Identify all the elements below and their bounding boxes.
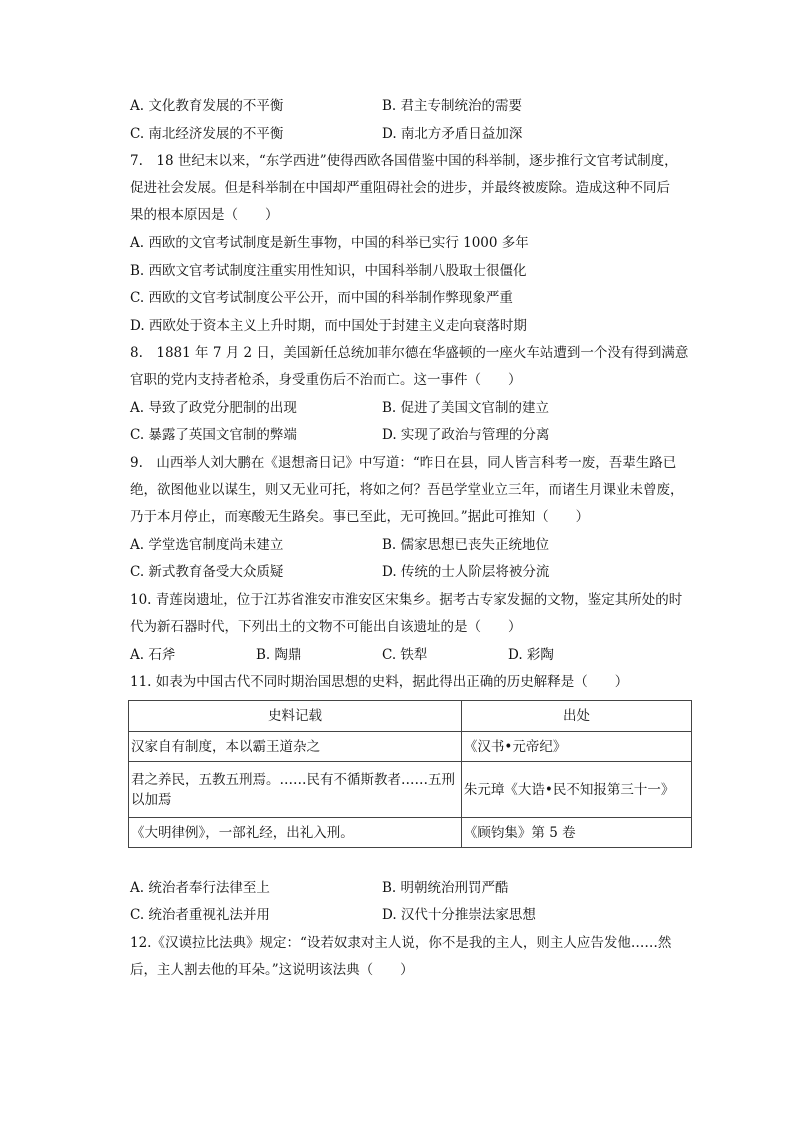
q10-option-c: C. 铁犁	[382, 647, 428, 663]
q10-option-a: A. 石斧	[130, 647, 176, 663]
q9-option-a: A. 学堂选官制度尚未建立	[130, 537, 284, 553]
table-row	[129, 732, 692, 762]
q6-option-a: A. 文化教育发展的不平衡	[130, 98, 284, 114]
table-row	[129, 762, 692, 818]
table-cell-source: 《汉书•元帝纪》	[461, 732, 691, 762]
table-row	[129, 818, 692, 848]
q9-stem-line-3: 乃于本月停止，而寒酸无生路矣。事已至此，无可挽回。”据此可推知（ ）	[130, 509, 590, 525]
q11-source-table	[128, 700, 692, 848]
q10-option-b: B. 陶鼎	[256, 647, 302, 663]
table-header-record: 史料记载	[129, 701, 462, 732]
table-cell-record: 君之养民，五教五刑焉。……民有不循斯教者……五刑以加焉	[129, 762, 462, 818]
q12-stem-line-2: 后，主人割去他的耳朵。”这说明该法典（ ）	[130, 962, 414, 978]
q10-stem-line-2: 代为新石器时代，下列出土的文物不可能出自该遗址的是（ ）	[130, 619, 522, 635]
q11-option-b: B. 明朝统治刑罚严酷	[382, 880, 509, 896]
q7-stem-line-1: 7. 18 世纪末以来，“东学西进”使得西欧各国借鉴中国的科举制，逐步推行文官考试制度，	[130, 153, 678, 169]
q11-option-a: A. 统治者奉行法律至上	[130, 880, 270, 896]
q8-option-d: D. 实现了政治与管理的分离	[382, 427, 550, 443]
q6-option-b: B. 君主专制统治的需要	[382, 98, 523, 114]
q8-option-c: C. 暴露了英国文官制的弊端	[130, 427, 297, 443]
q7-stem-line-2: 促进社会发展。但是科举制在中国却严重阻碍社会的进步，并最终被废除。造成这种不同后	[130, 180, 670, 196]
table-cell-source: 朱元璋《大诰•民不知报第三十一》	[461, 762, 691, 818]
table-header-row	[129, 701, 692, 732]
q8-stem-line-2: 官职的党内支持者枪杀，身受重伤后不治而亡。这一事件（ ）	[130, 372, 522, 388]
q7-stem-line-3: 果的根本原因是（ ）	[130, 207, 279, 223]
q12-stem-line-1: 12.《汉谟拉比法典》规定：“设若奴隶对主人说，你不是我的主人，则主人应告发他……然	[130, 935, 672, 951]
q10-stem-line-1: 10. 青莲岗遗址，位于江苏省淮安市淮安区宋集乡。据考古专家发掘的文物，鉴定其所处的时	[130, 592, 683, 608]
q6-option-d: D. 南北方矛盾日益加深	[382, 126, 523, 142]
q7-option-c: C. 西欧的文官考试制度公平公开，而中国的科举制作弊现象严重	[130, 290, 513, 306]
q6-option-c: C. 南北经济发展的不平衡	[130, 126, 284, 142]
table-cell-record: 《大明律例》，一部礼经，出礼入刑。	[129, 818, 462, 848]
q8-option-b: B. 促进了美国文官制的建立	[382, 400, 550, 416]
q9-option-b: B. 儒家思想已丧失正统地位	[382, 537, 550, 553]
q8-option-a: A. 导致了政党分肥制的出现	[130, 400, 297, 416]
q7-option-d: D. 西欧处于资本主义上升时期，而中国处于封建主义走向衰落时期	[130, 318, 527, 334]
q7-option-b: B. 西欧文官考试制度注重实用性知识，中国科举制八股取士很僵化	[130, 263, 527, 279]
q10-option-d: D. 彩陶	[508, 647, 554, 663]
table-cell-source: 《顾钧集》第 5 卷	[461, 818, 691, 848]
q11-option-d: D. 汉代十分推崇法家思想	[382, 907, 536, 923]
q8-stem-line-1: 8. 1881 年 7 月 2 日，美国新任总统加菲尔德在华盛顿的一座火车站遭到一个没有得到满意	[130, 345, 689, 361]
table-cell-record: 汉家自有制度，本以霸王道杂之	[129, 732, 462, 762]
q9-stem-line-1: 9. 山西举人刘大鹏在《退想斋日记》中写道：“昨日在县，同人皆言科考一废，吾辈生路已	[130, 455, 677, 471]
q7-option-a: A. 西欧的文官考试制度是新生事物，中国的科举已实行 1000 多年	[130, 235, 529, 251]
q9-option-d: D. 传统的士人阶层将被分流	[382, 564, 550, 580]
q11-option-c: C. 统治者重视礼法并用	[130, 907, 270, 923]
q9-option-c: C. 新式教育备受大众质疑	[130, 564, 284, 580]
q9-stem-line-2: 绝，欲图他业以谋生，则又无业可托，将如之何？吾邑学堂业立三年，而诸生月课业未曾废，	[130, 482, 684, 498]
q11-stem-line-1: 11. 如表为中国古代不同时期治国思想的史料，据此得出正确的历史解释是（ ）	[130, 674, 629, 690]
table-header-source: 出处	[461, 701, 691, 732]
